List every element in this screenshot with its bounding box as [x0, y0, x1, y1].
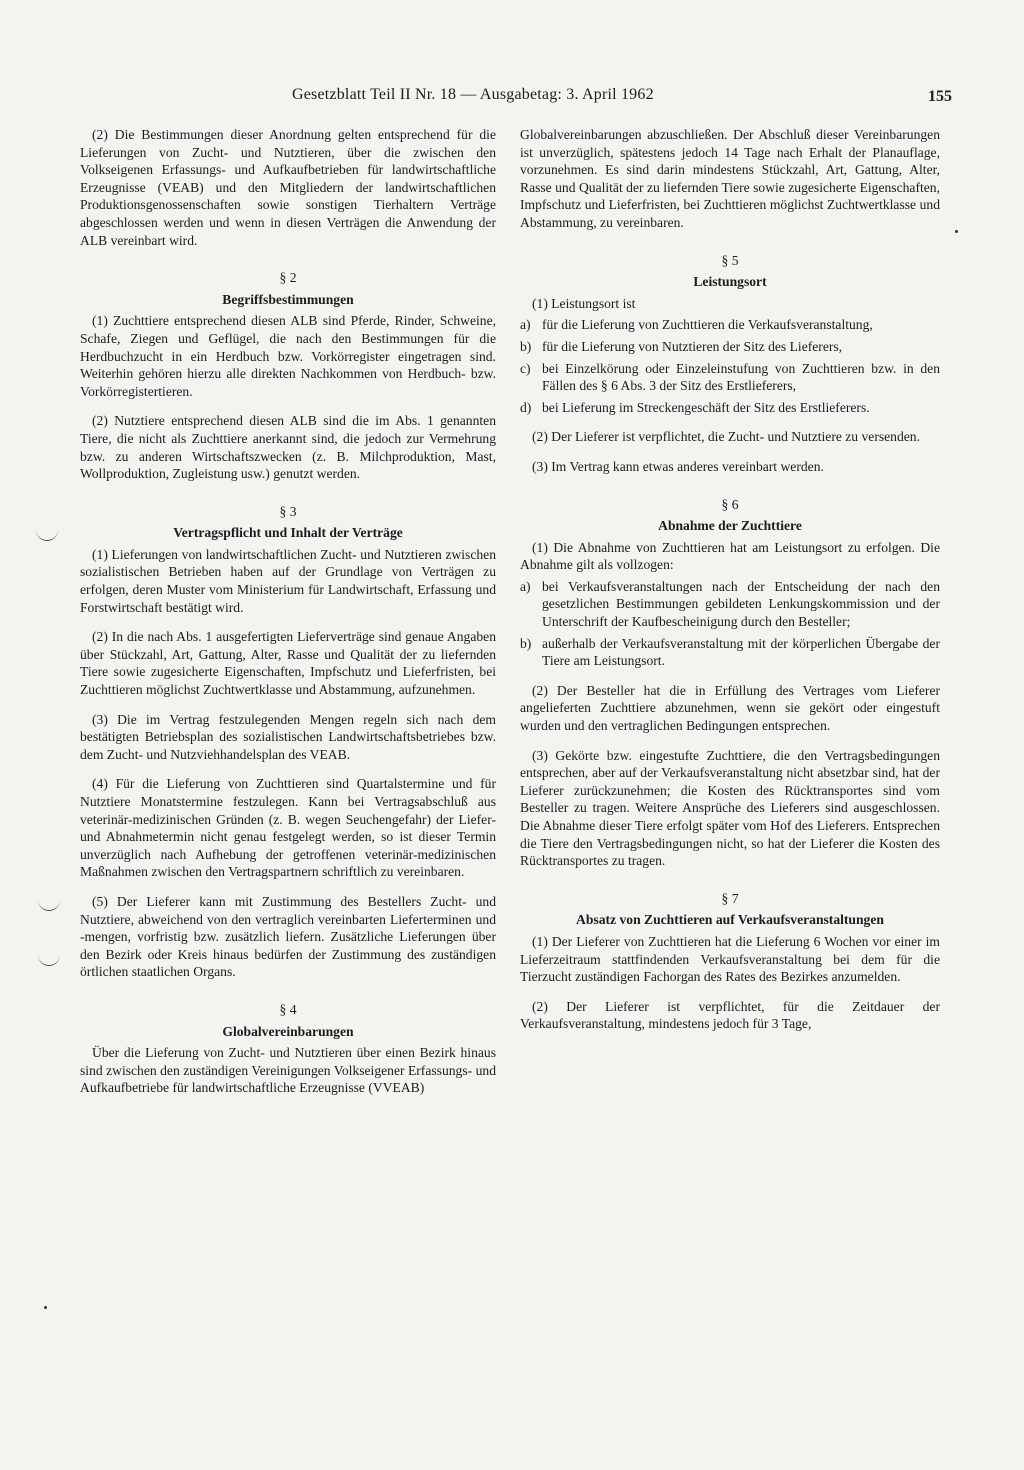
left-column — [80, 126, 496, 1109]
paragraph: (4) Für die Lieferung von Zuchttieren sind Quartalstermine und für Nutztiere Monatstermine festzulegen. Kann bei Vertragsabschluß aus veterinär-medizinischen Gründen (z. B. wegen Seuchengefahr) der Liefer- und Abnahmetermin nicht genau festgelegt werden, so ist dieser Termin unverzüglich nach Aufhebung der getroffenen veterinär-medizinischen Maßnahmen zwischen den Vertragspartnern schriftlich zu vereinbaren. — [80, 776, 496, 880]
section-number: § 5 — [721, 252, 739, 268]
list-label: b) — [520, 338, 532, 354]
section-title: Absatz von Zuchttieren auf Verkaufsveranstaltungen — [576, 912, 884, 928]
list-text: bei Verkaufsveranstaltungen nach der Entscheidung der nach den gesetzlichen Bestimmungen gebildeten Lenkungskommission und der Unterschrift der Kaufbescheinigung durch den Besteller; — [542, 578, 940, 630]
list-text: bei Lieferung im Streckengeschäft der Sitz des Erstlieferers. — [542, 399, 870, 415]
section-number: § 2 — [279, 270, 297, 286]
list-label: a) — [520, 317, 531, 333]
paragraph: (2) Nutztiere entsprechend diesen ALB sind die im Abs. 1 genannten Tiere, die nicht als Zuchttiere anerkannt sind, die jedoch zur Vermehrung bzw. zu anderen Wirtschaftszwecken (z. B. Milchproduktion, Mast, Wollproduktion, Zugleistung usw.) genutzt werden. — [80, 413, 496, 482]
paragraph: (1) Zuchttiere entsprechend diesen ALB sind Pferde, Rinder, Schweine, Schafe, Ziegen und Geflügel, die nach den Bestimmungen für die Herdbuchzucht in ein Herdbuch bzw. Vorkörregister eingetragen sind. Weiterhin gehören hierzu alle direkten Nachkommen von Herdbuch- bzw. Vorkörregistertieren. — [80, 313, 496, 399]
margin-dot — [955, 230, 958, 233]
section-title: Vertragspflicht und Inhalt der Verträge — [173, 525, 403, 541]
paragraph: (1) Die Abnahme von Zuchttieren hat am Leistungsort zu erfolgen. Die Abnahme gilt als vollzogen: — [520, 539, 940, 573]
paragraph: (3) Die im Vertrag festzulegenden Mengen regeln sich nach dem bestätigten Betriebsplan des sozialistischen Landwirtschaftsbetriebes bzw. dem Zucht- und Nutzviehhandelsplan des VEAB. — [80, 711, 496, 762]
paragraph: (5) Der Lieferer kann mit Zustimmung des Bestellers Zucht- und Nutztiere, abweichend von den vertraglich vereinbarten Lieferterminen und -mengen, vorfristig bzw. zusätzlich liefern. Zusätzliche Lieferungen über den Bezirk oder Kreis hinaus bedürfen der Zustimmung des zuständigen örtlichen staatlichen Organs. — [80, 893, 496, 980]
paragraph: (3) Im Vertrag kann etwas anderes vereinbart werden. — [532, 458, 824, 474]
list-label: d) — [520, 399, 532, 415]
list-item — [520, 635, 940, 670]
list-text: für die Lieferung von Nutztieren der Sitz des Lieferers, — [542, 338, 843, 354]
list-text: bei Einzelkörung oder Einzeleinstufung von Zuchttieren bzw. in den Fällen des § 6 Abs. 3 der Sitz des Erstlieferers, — [542, 360, 940, 394]
paragraph: (2) Der Besteller hat die in Erfüllung des Vertrages vom Lieferer angelieferten Zuchttiere abzunehmen, wenn sie gekört oder eingestuft wurden und den vertraglichen Bedingungen entsprechen. — [520, 682, 940, 734]
list-item — [520, 578, 940, 631]
list-label: c) — [520, 360, 531, 376]
list-label: b) — [520, 635, 532, 651]
margin-mark — [38, 900, 60, 911]
margin-mark — [36, 530, 58, 541]
list-text: für die Lieferung von Zuchttieren die Verkaufsveranstaltung, — [542, 317, 873, 333]
section-number: § 7 — [721, 890, 739, 906]
paragraph: (2) In die nach Abs. 1 ausgefertigten Lieferverträge sind genaue Angaben über Stückzahl, Art, Gattung, Alter, Rasse und Qualität der zu liefernden Tiere sowie zugesicherte Eigenschaften, Impfschutz und Lieferfristen, bei Zuchttieren möglichst Zuchtwertklasse und Abstammung, aufzunehmen. — [80, 629, 496, 698]
list-item — [520, 316, 940, 334]
paragraph: (2) Der Lieferer ist verpflichtet, für die Zeitdauer der Verkaufsveranstaltung, mindestens jedoch für 3 Tage, — [520, 998, 940, 1032]
section-number: § 3 — [279, 503, 297, 519]
list-item — [520, 338, 940, 356]
margin-dot — [44, 1306, 47, 1309]
section-title: Leistungsort — [693, 274, 767, 290]
paragraph: (1) Lieferungen von landwirtschaftlichen Zucht- und Nutztieren zwischen sozialistischen Betrieben haben auf der Grundlage von Verträgen zu erfolgen, deren Muster vom Ministerium für Landwirtschaft, Erfassung und Forstwirtschaft bestätigt wird. — [80, 546, 496, 615]
paragraph: (1) Leistungsort ist — [532, 295, 636, 311]
section-title: Abnahme der Zuchttiere — [658, 518, 802, 534]
list-item — [520, 399, 940, 417]
section-number: § 4 — [279, 1001, 297, 1017]
header-title: Gesetzblatt Teil II Nr. 18 — Ausgabetag: 3. April 1962 — [292, 86, 654, 103]
section-number: § 6 — [721, 496, 739, 512]
paragraph: (3) Gekörte bzw. eingestufte Zuchttiere, die den Vertragsbedingungen entsprechen, aber auf der Verkaufsveranstaltung nicht absetzbar sind, hat der Lieferer zurückzunehmen; die Kosten des Rücktransportes sind vom Besteller zu tragen. Weitere Ansprüche des Lieferers sind ausgeschlossen. Die Abnahme dieser Tiere erfolgt später vom Hof des Lieferers. Entsprechen die Tiere den Vertragsbedingungen nicht, so hat der Lieferer die Kosten des Rücktransportes zu tragen. — [520, 747, 940, 869]
page-header — [292, 86, 952, 114]
list-label: a) — [520, 578, 531, 594]
section-title: Globalvereinbarungen — [222, 1023, 354, 1039]
list-item — [520, 360, 940, 395]
paragraph: (1) Der Lieferer von Zuchttieren hat die Lieferung 6 Wochen vor einer im Lieferzeitraum stattfindenden Verkaufsveranstaltung bei dem für die Tierzucht zuständigen Fachorgan des Rates des Bezirkes anzumelden. — [520, 933, 940, 985]
paragraph: Über die Lieferung von Zucht- und Nutztieren über einen Bezirk hinaus sind zwischen den zuständigen Vereinigungen Volkseigener Erfassungs- und Aufkaufbetriebe für landwirtschaftliche Erzeugnisse (VVEAB) — [80, 1045, 496, 1096]
list-text: außerhalb der Verkaufsveranstaltung mit der körperlichen Übergabe der Tiere am Leistungsort. — [542, 635, 940, 669]
paragraph: (2) Der Lieferer ist verpflichtet, die Zucht- und Nutztiere zu versenden. — [532, 429, 921, 445]
section-title: Begriffsbestimmungen — [222, 291, 354, 307]
margin-mark — [38, 955, 60, 966]
paragraph: (2) Die Bestimmungen dieser Anordnung gelten entsprechend für die Lieferungen von Zucht- und Nutztieren, über die zwischen den Volkseigenen Erfassungs- und Aufkaufbetrieben für landwirtschaftliche Erzeugnisse (VEAB) und den Mitgliedern der landwirtschaftlichen Produktionsgenossenschaften sowie sonstigen Tierhaltern Verträge abgeschlossen werden und wenn in diesen Verträgen die Anwendung der ALB vereinbart wird. — [80, 127, 496, 248]
page-number: 155 — [928, 88, 952, 105]
right-column — [520, 126, 940, 1045]
paragraph: Globalvereinbarungen abzuschließen. Der Abschluß dieser Vereinbarungen ist unverzüglich, spätestens jedoch 14 Tage nach Erhalt der Planauflage, vorzunehmen. Es sind darin mindestens Stückzahl, Art, Gattung, Alter, Rasse und Qualität der zu liefernden Tiere sowie zugesicherte Eigenschaften, Impfschutz und Lieferfristen, bei Zuchttieren möglichst Zuchtwertklasse und Abstammung, zu vereinbaren. — [520, 127, 940, 230]
